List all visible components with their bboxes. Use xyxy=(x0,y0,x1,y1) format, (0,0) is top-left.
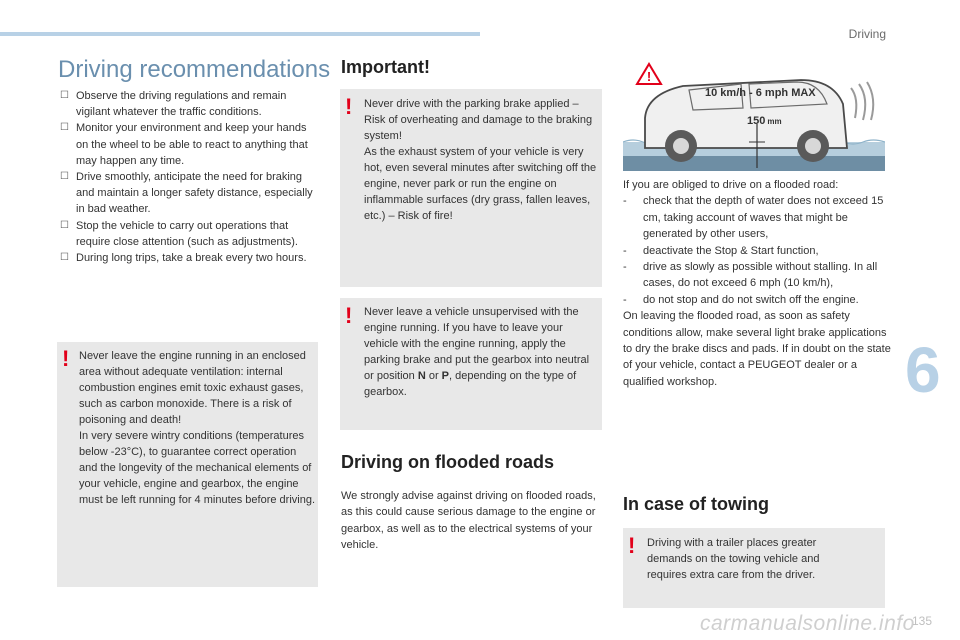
list-item: - drive as slowly as possible without stalling. In all cases, do not exceed 6 mph (10 km/h), xyxy=(623,261,878,290)
flooded-roads-heading: Driving on flooded roads xyxy=(341,452,555,472)
top-accent-bar xyxy=(0,32,480,36)
checkbox-bullet-icon: ☐ xyxy=(60,171,69,183)
after-flood-paragraph: On leaving the flooded road, as soon as safety conditions allow, make several light brake applications to dry the brake discs and pads. If in doubt on the state of your vehicle, contact a PEUGEOT dealer or a qualified workshop. xyxy=(623,310,891,388)
warning-box-parking-brake xyxy=(340,89,602,287)
warning-text: Never drive with the parking brake applied – Risk of overheating and damage to the braking system! As the exhaust system of your vehicle is very hot, even several minutes after switching off the engine, never park or run the engine on inflammable surfaces (dry grass, fallen leaves, etc.) – Risk of fire! xyxy=(364,98,597,222)
flooded-road-illustration xyxy=(623,58,885,173)
flooded-roads-paragraph: We strongly advise against driving on flooded roads, as this could cause serious damage to the engine or gearbox, as well as to the electrical systems of your vehicle. xyxy=(341,490,596,552)
checkbox-bullet-icon: ☐ xyxy=(60,90,69,101)
page-number: 135 xyxy=(911,614,932,628)
exclamation-icon: ! xyxy=(62,346,70,371)
water-base xyxy=(623,155,885,171)
list-item: - check that the depth of water does not exceed 15 cm, taking account of waves that might be generated by other users, xyxy=(623,195,884,241)
list-item: ☐ Monitor your environment and keep your hands on the wheel to be able to react to anything that may happen any time. xyxy=(60,122,308,167)
exclamation-icon: ! xyxy=(628,533,636,558)
exclamation-icon: ! xyxy=(345,303,353,328)
list-item: ☐ Drive smoothly, anticipate the need for braking and maintain a longer safety distance, especially in bad weather. xyxy=(60,171,313,216)
warning-box-towing xyxy=(623,528,885,608)
warning-text: Driving with a trailer places greater demands on the towing vehicle and requires extra care from the driver. xyxy=(647,537,820,581)
chapter-number: 6 xyxy=(905,334,941,406)
important-heading: Important! xyxy=(341,57,430,77)
page-title: Driving recommendations xyxy=(58,56,331,83)
speed-limit-label: 10 km/h - 6 mph MAX xyxy=(705,87,816,99)
front-wheel-hub xyxy=(673,138,689,154)
warning-box-unsupervised xyxy=(340,298,602,430)
checkbox-bullet-icon: ☐ xyxy=(60,122,69,134)
flooded-road-instructions: If you are obliged to drive on a flooded road: - check that the depth of water does not exceed 15 cm, taking account of waves that might be generated by other users, - deactivate the Stop & Start function, - drive as slowly as possible without stalling. In all cases, do not exceed 6 mph (10 km/h), - do not stop and do not switch off the engine. On leaving the flooded road, as soon as safety conditions allow, make several light brake applications to dry the brake discs and pads. If in doubt on the state of your vehicle, contact a PEUGEOT dealer or a qualified workshop. xyxy=(623,177,891,390)
depth-value-label: 150 mm xyxy=(747,115,782,127)
warning-text: Never leave a vehicle unsupervised with the engine running. If you have to leave your vehicle with the engine running, apply the parking brake and put the gearbox into neutral or position N or P, depending on the type of gearbox. xyxy=(364,306,590,398)
section-header: Driving xyxy=(848,27,886,41)
recommendations-list xyxy=(60,88,316,266)
list-item: ☐ Observe the driving regulations and remain vigilant whatever the traffic conditions. xyxy=(60,90,287,119)
rear-wheel-hub xyxy=(805,138,821,154)
list-item: - deactivate the Stop & Start function, xyxy=(623,244,819,257)
checkbox-bullet-icon: ☐ xyxy=(60,219,69,231)
motion-lines xyxy=(851,82,873,120)
instructions-list xyxy=(623,193,891,308)
warning-triangle-exclamation: ! xyxy=(646,69,652,84)
checkbox-bullet-icon: ☐ xyxy=(60,252,69,264)
list-item: ☐ Stop the vehicle to carry out operations that require close attention (such as adjustments). xyxy=(60,219,298,248)
list-item: - do not stop and do not switch off the engine. xyxy=(623,293,859,306)
watermark: carmanualsonline.info xyxy=(700,612,915,635)
warning-text: Never leave the engine running in an enclosed area without adequate ventilation: internal combustion engines emit toxic exhaust gases, such as carbon monoxide. There is a risk of poisoning and death! In very severe wintry conditions (temperatures below -23°C), to guarantee correct operation and the longevity of the mechanical elements of your vehicle, engine and gearbox, the engine must be left running for 4 minutes before driving. xyxy=(79,350,316,506)
warning-box-engine-running xyxy=(57,342,318,587)
list-item: ☐ During long trips, take a break every two hours. xyxy=(60,250,316,266)
exclamation-icon: ! xyxy=(345,94,353,119)
towing-heading: In case of towing xyxy=(623,494,770,514)
